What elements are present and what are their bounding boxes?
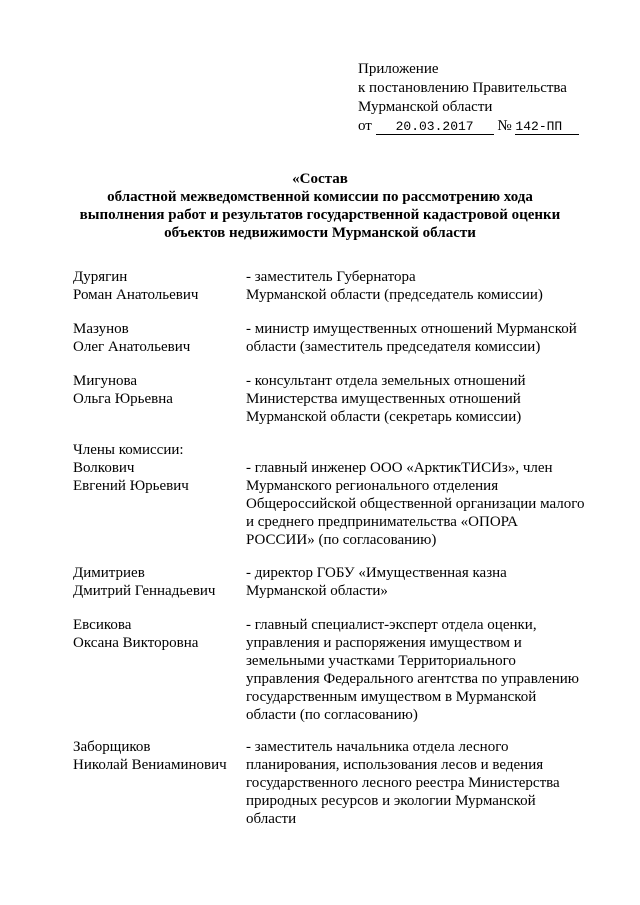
member-given-name: Ольга Юрьевна [73, 391, 173, 407]
heading-line-1: «Состав [292, 171, 348, 187]
role-line: управления Федерального агентства по управлению [246, 671, 579, 687]
role-line: области (заместитель председателя комиссии) [246, 339, 541, 355]
role-line: - консультант отдела земельных отношений [246, 373, 526, 389]
member-role [246, 564, 591, 600]
appendix-block [358, 60, 579, 136]
member-role [246, 616, 591, 724]
member-given-name: Дмитрий Геннадьевич [73, 583, 216, 599]
member-role [246, 738, 591, 828]
member-role [246, 372, 591, 426]
member-given-name: Оксана Викторовна [73, 635, 199, 651]
member-given-name: Роман Анатольевич [73, 287, 199, 303]
appendix-title: Приложение [358, 61, 439, 77]
document-heading [60, 170, 580, 242]
role-line: Министерства имущественных отношений [246, 391, 521, 407]
member-surname: Дурягин [73, 269, 128, 285]
role-line: Мурманской области» [246, 583, 388, 599]
document-date: 20.03.2017 [376, 120, 494, 135]
role-line: - директор ГОБУ «Имущественная казна [246, 565, 507, 581]
members-label: Члены комиссии: [73, 442, 184, 458]
member-surname: Мазунов [73, 321, 129, 337]
role-line: области (по согласованию) [246, 707, 418, 723]
role-line: - заместитель начальника отдела лесного [246, 739, 509, 755]
member-role [246, 459, 591, 549]
role-line: Мурманского регионального отделения [246, 478, 499, 494]
role-line: природных ресурсов и экологии Мурманской [246, 793, 536, 809]
role-line: области [246, 811, 297, 827]
member-name [73, 564, 243, 600]
role-line: государственным имуществом в Мурманской [246, 689, 537, 705]
member-name [73, 738, 243, 774]
member-surname: Волкович [73, 460, 135, 476]
member-surname: Евсикова [73, 617, 132, 633]
role-line: Общероссийской общественной организации малого [246, 496, 585, 512]
role-line: государственного лесного реестра Министерства [246, 775, 560, 791]
member-name [73, 320, 243, 356]
role-line: - главный специалист-эксперт отдела оценки, [246, 617, 537, 633]
role-line: Мурманской области (секретарь комиссии) [246, 409, 522, 425]
member-name [73, 268, 243, 304]
member-name [73, 372, 243, 408]
number-prefix: № [497, 118, 512, 134]
role-line: и среднего предпринимательства «ОПОРА [246, 514, 518, 530]
role-line: - главный инженер ООО «АрктикТИСИз», член [246, 460, 553, 476]
member-given-name: Евгений Юрьевич [73, 478, 189, 494]
member-surname: Мигунова [73, 373, 138, 389]
heading-line-3: выполнения работ и результатов государственной кадастровой оценки [79, 207, 561, 223]
member-surname: Димитриев [73, 565, 145, 581]
member-name [73, 459, 243, 495]
member-given-name: Олег Анатольевич [73, 339, 191, 355]
member-role [246, 320, 591, 356]
role-line: - министр имущественных отношений Мурманской [246, 321, 577, 337]
member-given-name: Николай Вениаминович [73, 757, 227, 773]
role-line: планирования, использования лесов и ведения [246, 757, 544, 773]
role-line: РОССИИ» (по согласованию) [246, 532, 437, 548]
heading-line-2: областной межведомственной комиссии по рассмотрению хода [107, 189, 533, 205]
role-line: Мурманской области (председатель комиссии) [246, 287, 543, 303]
role-line: управления и распоряжения имуществом и [246, 635, 522, 651]
heading-line-4: объектов недвижимости Мурманской области [164, 225, 476, 241]
appendix-date-line [358, 117, 579, 136]
role-line: земельными участками Территориального [246, 653, 516, 669]
date-prefix: от [358, 118, 372, 134]
member-role [246, 268, 591, 304]
member-surname: Заборщиков [73, 739, 151, 755]
role-line: - заместитель Губернатора [246, 269, 416, 285]
appendix-reference: к постановлению Правительства [358, 80, 567, 96]
member-name [73, 616, 243, 652]
document-number: 142-ПП [515, 120, 579, 135]
appendix-region: Мурманской области [358, 99, 493, 115]
